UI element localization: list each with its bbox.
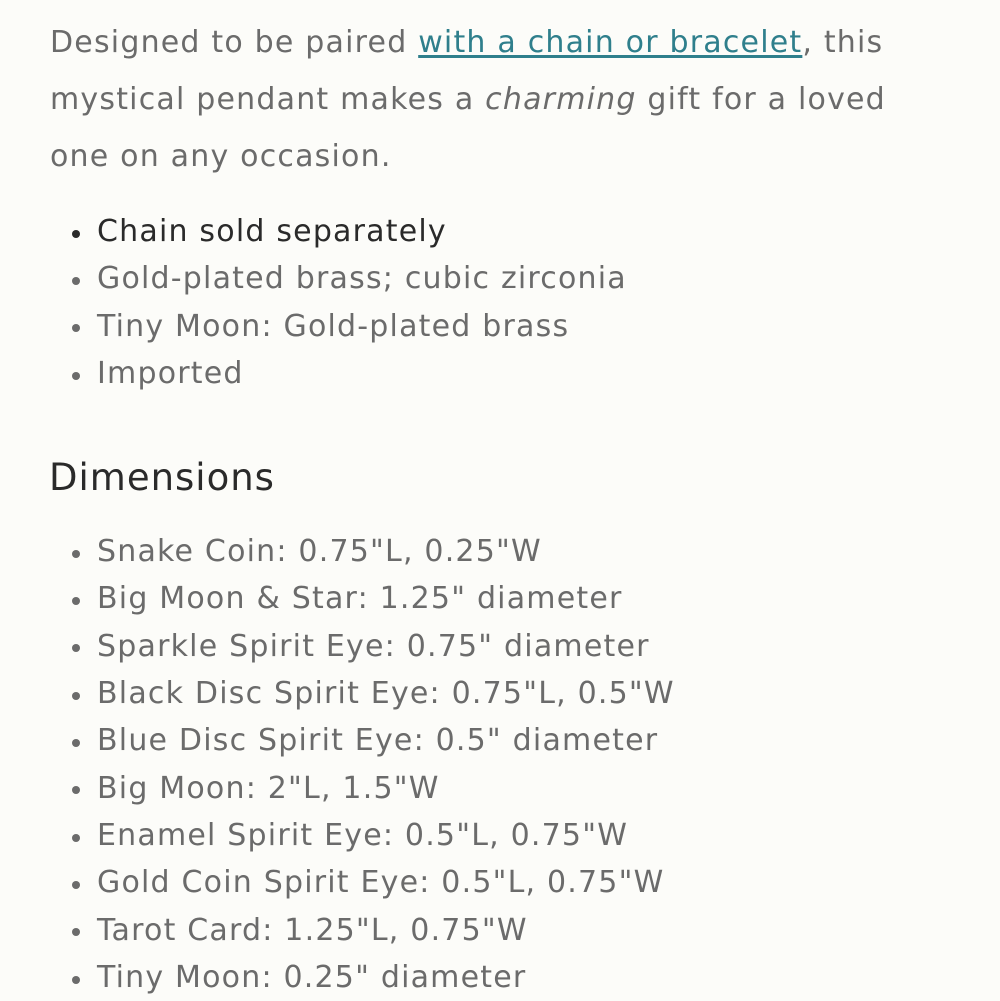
bullet-icon [72, 834, 80, 842]
bullet-icon [72, 644, 80, 652]
feature-item [50, 255, 950, 302]
dimension-item-label: Blue Disc Spirit Eye: 0.5" diameter [97, 723, 659, 759]
description-emphasis: charming [485, 82, 637, 117]
dimension-item [50, 907, 950, 954]
bullet-icon [72, 881, 80, 889]
dimension-item [50, 670, 950, 717]
dimension-item [50, 575, 950, 622]
dimensions-heading: Dimensions [49, 456, 275, 500]
description-paragraph [50, 14, 950, 185]
bullet-icon [72, 324, 80, 332]
dimension-item [50, 812, 950, 859]
bullet-icon [72, 692, 80, 700]
dimension-item [50, 765, 950, 812]
bullet-icon [72, 976, 80, 984]
bullet-icon [72, 277, 80, 285]
description-text-start: Designed to be paired [50, 25, 419, 60]
bullet-icon [72, 372, 80, 380]
feature-item [50, 208, 950, 255]
bullet-icon [72, 597, 80, 605]
dimension-item-label: Big Moon & Star: 1.25" diameter [97, 581, 623, 617]
dimensions-list [50, 528, 950, 1001]
dimension-item-label: Big Moon: 2"L, 1.5"W [97, 770, 440, 806]
dimension-item [50, 954, 950, 1001]
feature-item-label: Chain sold separately [97, 214, 447, 249]
feature-item [50, 303, 950, 350]
bullet-icon [72, 928, 80, 936]
bullet-icon [72, 230, 80, 238]
feature-item [50, 350, 950, 397]
description-text-middle: , this mystical pendant makes a [50, 25, 884, 117]
dimension-item-label: Gold Coin Spirit Eye: 0.5"L, 0.75"W [97, 865, 665, 901]
description-text-end: gift for a loved one on any occasion. [50, 82, 886, 174]
feature-list [50, 208, 950, 397]
feature-item-label: Gold-plated brass; cubic zirconia [97, 261, 627, 297]
chain-or-bracelet-link[interactable]: with a chain or bracelet [418, 25, 803, 60]
dimension-item [50, 528, 950, 575]
bullet-icon [72, 739, 80, 747]
feature-item-label: Imported [97, 355, 244, 391]
dimension-item-label: Tarot Card: 1.25"L, 0.75"W [97, 912, 528, 948]
dimension-item-label: Black Disc Spirit Eye: 0.75"L, 0.5"W [97, 676, 675, 712]
dimension-item [50, 859, 950, 906]
bullet-icon [72, 786, 80, 794]
dimension-item-label: Snake Coin: 0.75"L, 0.25"W [97, 534, 542, 570]
dimension-item-label: Sparkle Spirit Eye: 0.75" diameter [97, 628, 650, 664]
feature-item-label: Tiny Moon: Gold-plated brass [97, 308, 570, 344]
dimension-item [50, 623, 950, 670]
dimension-item [50, 717, 950, 764]
product-description [50, 0, 950, 1001]
bullet-icon [72, 550, 80, 558]
dimension-item-label: Tiny Moon: 0.25" diameter [97, 959, 527, 995]
dimension-item-label: Enamel Spirit Eye: 0.5"L, 0.75"W [97, 817, 629, 853]
